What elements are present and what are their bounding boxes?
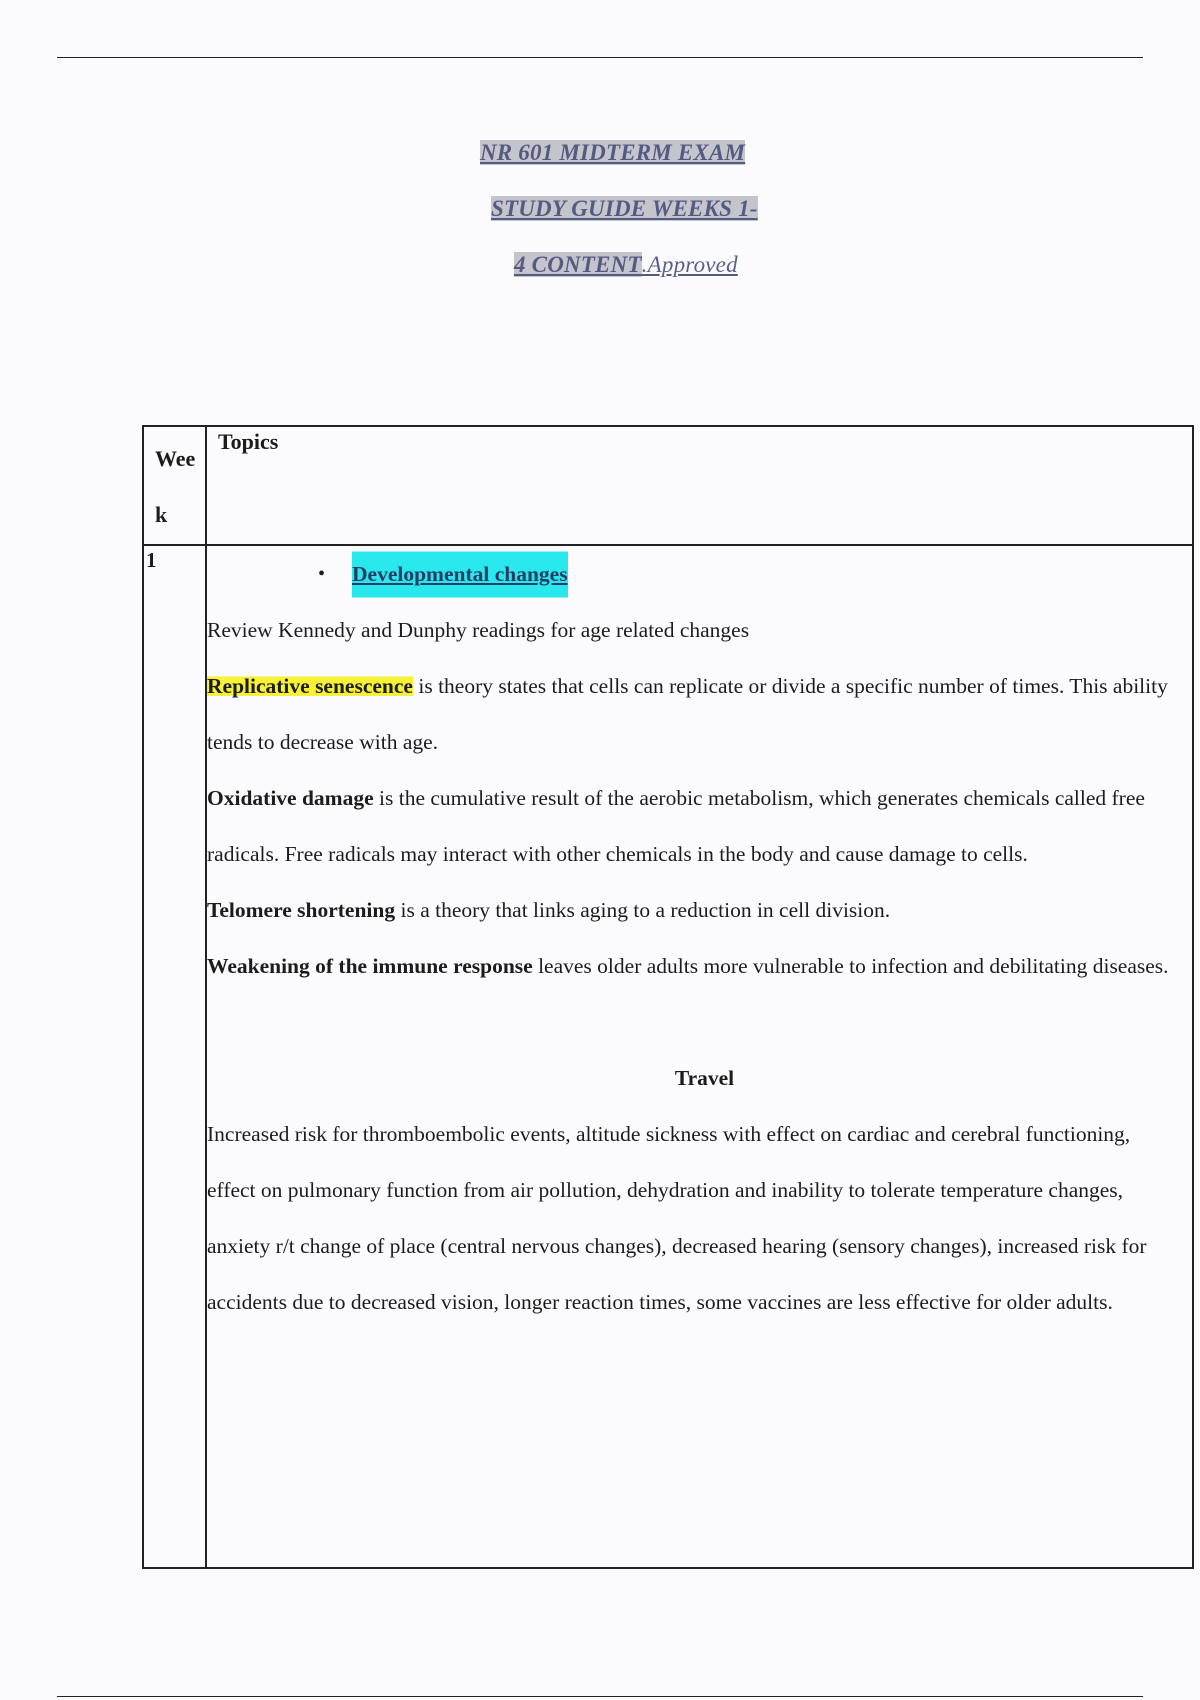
title-line-1 [480,140,745,166]
oxidative-damage-term: Oxidative damage [207,786,374,810]
review-paragraph: Review Kennedy and Dunphy readings for age related changes [207,618,750,642]
replicative-senescence-text: is theory states that cells can replicate or divide a specific number of times. This ability tends to decrease with age. [207,674,1168,754]
immune-response-paragraph [207,938,1184,994]
approved-suffix: .Approved [641,252,738,277]
topics-column-header: Topics [218,429,279,454]
oxidative-damage-text: is the cumulative result of the aerobic metabolism, which generates chemicals called free radicals. Free radicals may interact with other chemicals in the body and cause damage to cells. [207,786,1145,866]
week-header-part2: k [155,502,168,527]
title-line-1-text: NR 601 MIDTERM EXAM [480,140,746,165]
bottom-rule [57,1696,1143,1697]
telomere-shortening-text: is a theory that links aging to a reduction in cell division. [395,898,891,922]
title-line-3-text: 4 CONTENT [514,252,642,277]
immune-response-term: Weakening of the immune response [207,954,533,978]
oxidative-damage-paragraph [207,770,1184,882]
travel-heading: Travel [674,1066,735,1090]
telomere-shortening-term: Telomere shortening [207,898,396,922]
title-line-3 [514,252,738,278]
title-line-2 [491,196,758,222]
top-rule [57,57,1143,58]
replicative-senescence-term: Replicative senescence [207,674,413,698]
title-line-2-text: STUDY GUIDE WEEKS 1- [491,196,758,221]
topics-cell [207,546,1184,1330]
topics-table [142,425,1194,1569]
week-column-header [155,431,203,543]
bullet-item [207,546,1184,602]
replicative-senescence-paragraph [207,658,1184,770]
week-header-part1: Wee [155,446,196,471]
developmental-changes-link[interactable]: Developmental changes [352,546,568,602]
travel-paragraph: Increased risk for thromboembolic events, altitude sickness with effect on cardiac and cerebral functioning, effect on pulmonary function from air pollution, dehydration and inability to tolerate temperature changes, anxiety r/t change of place (central nervous changes), decreased hearing (sensory changes), increased risk for accidents due to decreased vision, longer reaction times, some vaccines are less effective for older adults. [207,1122,1147,1314]
immune-response-text: leaves older adults more vulnerable to infection and debilitating diseases. [532,954,1169,978]
spacer [207,994,1184,1050]
week-number-cell: 1 [146,548,157,572]
telomere-shortening-paragraph [207,882,1184,938]
bullet-icon: • [318,563,326,585]
